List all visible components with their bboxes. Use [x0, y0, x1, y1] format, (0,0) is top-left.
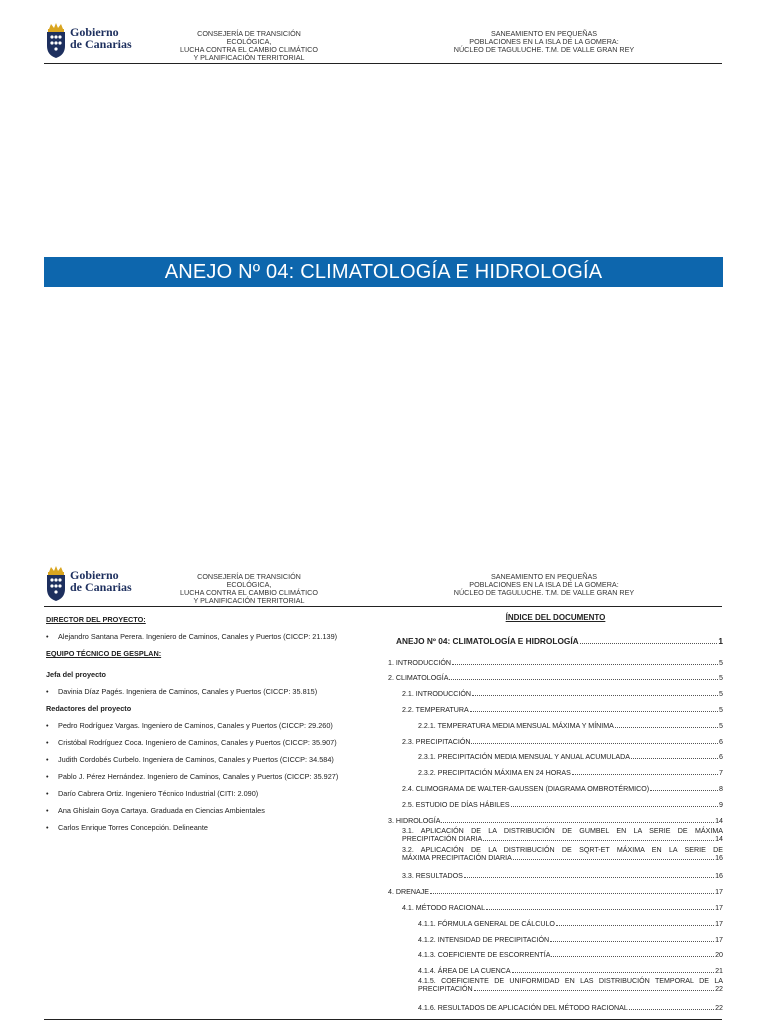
- toc-entry[interactable]: [388, 880, 723, 896]
- toc-leader-dots: [471, 743, 718, 744]
- toc-entry-label: 2.1. INTRODUCCIÓN: [402, 690, 471, 699]
- header-project-line: NÚCLEO DE TAGULUCHE. T.M. DE VALLE GRAN REY: [453, 45, 635, 54]
- project-credits: [46, 615, 376, 840]
- toc-entry[interactable]: [388, 714, 723, 730]
- list-item: • Cristóbal Rodríguez Coca. Ingeniero de Caminos, Canales y Puertos (CICCP: 35.907): [46, 738, 376, 747]
- toc-entry-page: 22: [715, 1003, 723, 1012]
- toc-leader-dots: [472, 695, 718, 696]
- coat-of-arms-icon: [44, 565, 68, 603]
- toc-entry-label: 4.1.6. RESULTADOS DE APLICACIÓN DEL MÉTODO RACIONAL: [418, 1003, 628, 1012]
- toc-entry[interactable]: [388, 928, 723, 944]
- toc-leader-dots: [470, 711, 718, 712]
- toc-entry-page: 16: [715, 872, 723, 881]
- toc-entry-label: 3.1. APLICACIÓN DE LA DISTRIBUCIÓN DE GUMBEL EN LA SERIE DE MÁXIMA: [402, 826, 723, 835]
- header-ministry-line: CONSEJERÍA DE TRANSICIÓN ECOLÓGICA,: [197, 572, 301, 589]
- lead-list: [46, 687, 376, 696]
- toc-entry-label: 4. DRENAJE: [388, 888, 429, 897]
- toc-entry-page: 17: [715, 903, 723, 912]
- toc-entry[interactable]: [388, 944, 723, 960]
- list-item: • Davinia Díaz Pagés. Ingeniera de Caminos, Canales y Puertos (CICCP: 35.815): [46, 687, 376, 696]
- list-item: • Judith Cordobés Curbelo. Ingeniera de Caminos, Canales y Puertos (CICCP: 34.584): [46, 755, 376, 764]
- toc-entry-page: 21: [715, 967, 723, 976]
- toc-entry-label: ANEJO Nº 04: CLIMATOLOGÍA E HIDROLOGÍA: [396, 635, 579, 646]
- toc-leader-dots: [512, 972, 714, 973]
- toc-entry-page: 17: [715, 935, 723, 944]
- header-project: [424, 573, 664, 597]
- list-item: • Carlos Enrique Torres Concepción. Delineante: [46, 823, 376, 832]
- toc-leader-dots: [629, 1009, 714, 1010]
- toc-entry[interactable]: [388, 651, 723, 667]
- toc-entry-label: 2.3.2. PRECIPITACIÓN MÁXIMA EN 24 HORAS: [418, 769, 571, 778]
- writers-heading: Redactores del proyecto: [46, 704, 132, 713]
- toc-leader-dots: [631, 758, 718, 759]
- toc-entry-page: 1: [718, 635, 723, 646]
- list-item: • Darío Cabrera Ortiz. Ingeniero Técnico Industrial (CITI: 2.090): [46, 789, 376, 798]
- toc-leader-dots: [580, 643, 718, 644]
- toc-leader-dots: [483, 840, 714, 841]
- toc-entry[interactable]: [388, 846, 723, 862]
- toc-leader-dots: [615, 727, 718, 728]
- header-ministry: [174, 30, 324, 62]
- toc-entry[interactable]: [388, 793, 723, 809]
- toc-entry-label: 4.1. MÉTODO RACIONAL: [402, 903, 486, 912]
- toc-entry[interactable]: [388, 761, 723, 777]
- header-project: [424, 30, 664, 54]
- toc-entry[interactable]: [388, 827, 723, 843]
- toc-entry-label: 4.1.3. COEFICIENTE DE ESCORRENTÍA: [418, 951, 551, 960]
- toc-entry[interactable]: [388, 977, 723, 993]
- toc-entry-page: 17: [715, 919, 723, 928]
- document-title: ANEJO Nº 04: CLIMATOLOGÍA E HIDROLOGÍA: [44, 257, 723, 287]
- toc-entry-page: 9: [719, 800, 723, 809]
- team-heading: EQUIPO TÉCNICO DE GESPLAN:: [46, 649, 162, 658]
- page-divider: [44, 1019, 722, 1020]
- toc-entry-label: 2. CLIMATOLOGÍA: [388, 674, 449, 683]
- toc-entry-label: 4.1.5. COEFICIENTE DE UNIFORMIDAD EN LAS DISTRIBUCIÓN TEMPORAL DE LA: [418, 977, 723, 986]
- page-header: [44, 563, 722, 607]
- gobierno-canarias-logo: [44, 22, 134, 60]
- toc-entry-page: 17: [715, 888, 723, 897]
- toc-leader-dots: [513, 859, 714, 860]
- toc-entry-label: 2.5. ESTUDIO DE DÍAS HÁBILES: [402, 800, 510, 809]
- toc-entry[interactable]: [388, 912, 723, 928]
- header-ministry-line: CONSEJERÍA DE TRANSICIÓN ECOLÓGICA,: [197, 29, 301, 46]
- toc-entry-label: 2.3.1. PRECIPITACIÓN MEDIA MENSUAL Y ANUAL ACUMULADA: [418, 753, 630, 762]
- toc-entry[interactable]: [388, 682, 723, 698]
- list-item: • Pedro Rodríguez Vargas. Ingeniero de Caminos, Canales y Puertos (CICCP: 29.260): [46, 721, 376, 730]
- list-item: • Alejandro Santana Perera. Ingeniero de Caminos, Canales y Puertos (CICCP: 21.139): [46, 632, 376, 641]
- toc-leader-dots: [441, 822, 714, 823]
- header-project-line: NÚCLEO DE TAGULUCHE. T.M. DE VALLE GRAN REY: [453, 588, 635, 597]
- toc-entry-label: 2.3. PRECIPITACIÓN: [402, 737, 471, 746]
- toc-entry-label: 4.1.4. ÁREA DE LA CUENCA: [418, 967, 511, 976]
- toc-entry-page: 5: [719, 658, 723, 667]
- toc-leader-dots: [551, 956, 714, 957]
- toc-entry[interactable]: [388, 667, 723, 683]
- header-ministry-line: LUCHA CONTRA EL CAMBIO CLIMÁTICO: [180, 588, 318, 597]
- toc-leader-dots: [430, 893, 714, 894]
- table-of-contents: [388, 613, 723, 1012]
- toc-leader-dots: [550, 941, 714, 942]
- toc-title: ÍNDICE DEL DOCUMENTO: [505, 613, 606, 622]
- toc-entry-label: 4.1.2. INTENSIDAD DE PRECIPITACIÓN: [418, 935, 550, 944]
- page-header: [44, 20, 722, 64]
- list-item: • Ana Ghislain Goya Cartaya. Graduada en Ciencias Ambientales: [46, 806, 376, 815]
- toc-entry[interactable]: [388, 996, 723, 1012]
- director-list: [46, 632, 376, 641]
- lead-heading: Jefa del proyecto: [46, 670, 107, 679]
- toc-entry[interactable]: [388, 746, 723, 762]
- header-ministry-line: LUCHA CONTRA EL CAMBIO CLIMÁTICO: [180, 45, 318, 54]
- toc-entry-page: 6: [719, 737, 723, 746]
- header-project-line: POBLACIONES EN LA ISLA DE LA GOMERA:: [469, 37, 619, 46]
- toc-entry-page: 7: [719, 769, 723, 778]
- toc-entry-page: 5: [719, 674, 723, 683]
- toc-entry-page: 20: [715, 951, 723, 960]
- header-ministry-line: Y PLANIFICACIÓN TERRITORIAL: [193, 53, 305, 62]
- toc-leader-dots: [511, 806, 718, 807]
- toc-entry-page: 6: [719, 753, 723, 762]
- toc-entry-page: 5: [719, 721, 723, 730]
- toc-entry-label: 1. INTRODUCCIÓN: [388, 658, 452, 667]
- toc-entry-label: 4.1.1. FÓRMULA GENERAL DE CÁLCULO: [418, 919, 555, 928]
- toc-entry[interactable]: [388, 730, 723, 746]
- toc-entry-label: 3.3. RESULTADOS: [402, 872, 463, 881]
- logo-line-2: de Canarias: [70, 580, 132, 594]
- toc-entry-label: 3.2. APLICACIÓN DE LA DISTRIBUCIÓN DE SQRT-ET MÁXIMA EN LA SERIE DE: [402, 845, 723, 854]
- gobierno-canarias-logo: [44, 565, 134, 603]
- header-project-line: POBLACIONES EN LA ISLA DE LA GOMERA:: [469, 580, 619, 589]
- logo-line-1: Gobierno: [70, 568, 119, 582]
- toc-entry-page: 14: [715, 816, 723, 825]
- toc-leader-dots: [452, 664, 718, 665]
- toc-leader-dots: [572, 774, 718, 775]
- toc-entry[interactable]: [388, 809, 723, 825]
- toc-entry-page: 5: [719, 705, 723, 714]
- writers-list: [46, 721, 376, 832]
- header-ministry-line: Y PLANIFICACIÓN TERRITORIAL: [193, 596, 305, 605]
- toc-entry-page: 16: [715, 853, 723, 862]
- toc-entry-page: 14: [715, 834, 723, 843]
- header-project-line: SANEAMIENTO EN PEQUEÑAS: [490, 572, 598, 581]
- coat-of-arms-icon: [44, 22, 68, 60]
- toc-entry-label: 2.2. TEMPERATURA: [402, 705, 469, 714]
- toc-entry-label-cont: PRECIPITACIÓN DIARIA: [402, 834, 483, 843]
- toc-entry-label-cont: PRECIPITACIÓN: [418, 985, 473, 994]
- director-heading: DIRECTOR DEL PROYECTO:: [46, 615, 146, 624]
- toc-leader-dots: [449, 679, 718, 680]
- toc-entry-page: 22: [715, 985, 723, 994]
- toc-entry-label: 2.2.1. TEMPERATURA MEDIA MENSUAL MÁXIMA Y MÍNIMA: [418, 721, 614, 730]
- list-item: • Pablo J. Pérez Hernández. Ingeniero de Caminos, Canales y Puertos (CICCP: 35.927): [46, 772, 376, 781]
- toc-leader-dots: [464, 877, 714, 878]
- toc-leader-dots: [486, 909, 714, 910]
- toc-leader-dots: [474, 990, 714, 991]
- toc-entry[interactable]: [388, 777, 723, 793]
- header-ministry: [174, 573, 324, 605]
- toc-entry[interactable]: [388, 865, 723, 881]
- toc-entry-page: 5: [719, 690, 723, 699]
- toc-entry-label: 3. HIDROLOGÍA: [388, 816, 441, 825]
- toc-entry[interactable]: [388, 959, 723, 975]
- toc-entry-label-cont: MÁXIMA PRECIPITACIÓN DIARIA: [402, 853, 512, 862]
- logo-line-1: Gobierno: [70, 25, 119, 39]
- logo-line-2: de Canarias: [70, 37, 132, 51]
- toc-entry[interactable]: [388, 896, 723, 912]
- toc-entry-page: 8: [719, 784, 723, 793]
- toc-leader-dots: [650, 790, 718, 791]
- toc-main-entry[interactable]: [388, 630, 723, 646]
- toc-entry[interactable]: [388, 698, 723, 714]
- toc-leader-dots: [556, 925, 714, 926]
- header-project-line: SANEAMIENTO EN PEQUEÑAS: [490, 29, 598, 38]
- toc-entry-label: 2.4. CLIMOGRAMA DE WALTER-GAUSSEN (DIAGRAMA OMBROTÉRMICO): [402, 784, 650, 793]
